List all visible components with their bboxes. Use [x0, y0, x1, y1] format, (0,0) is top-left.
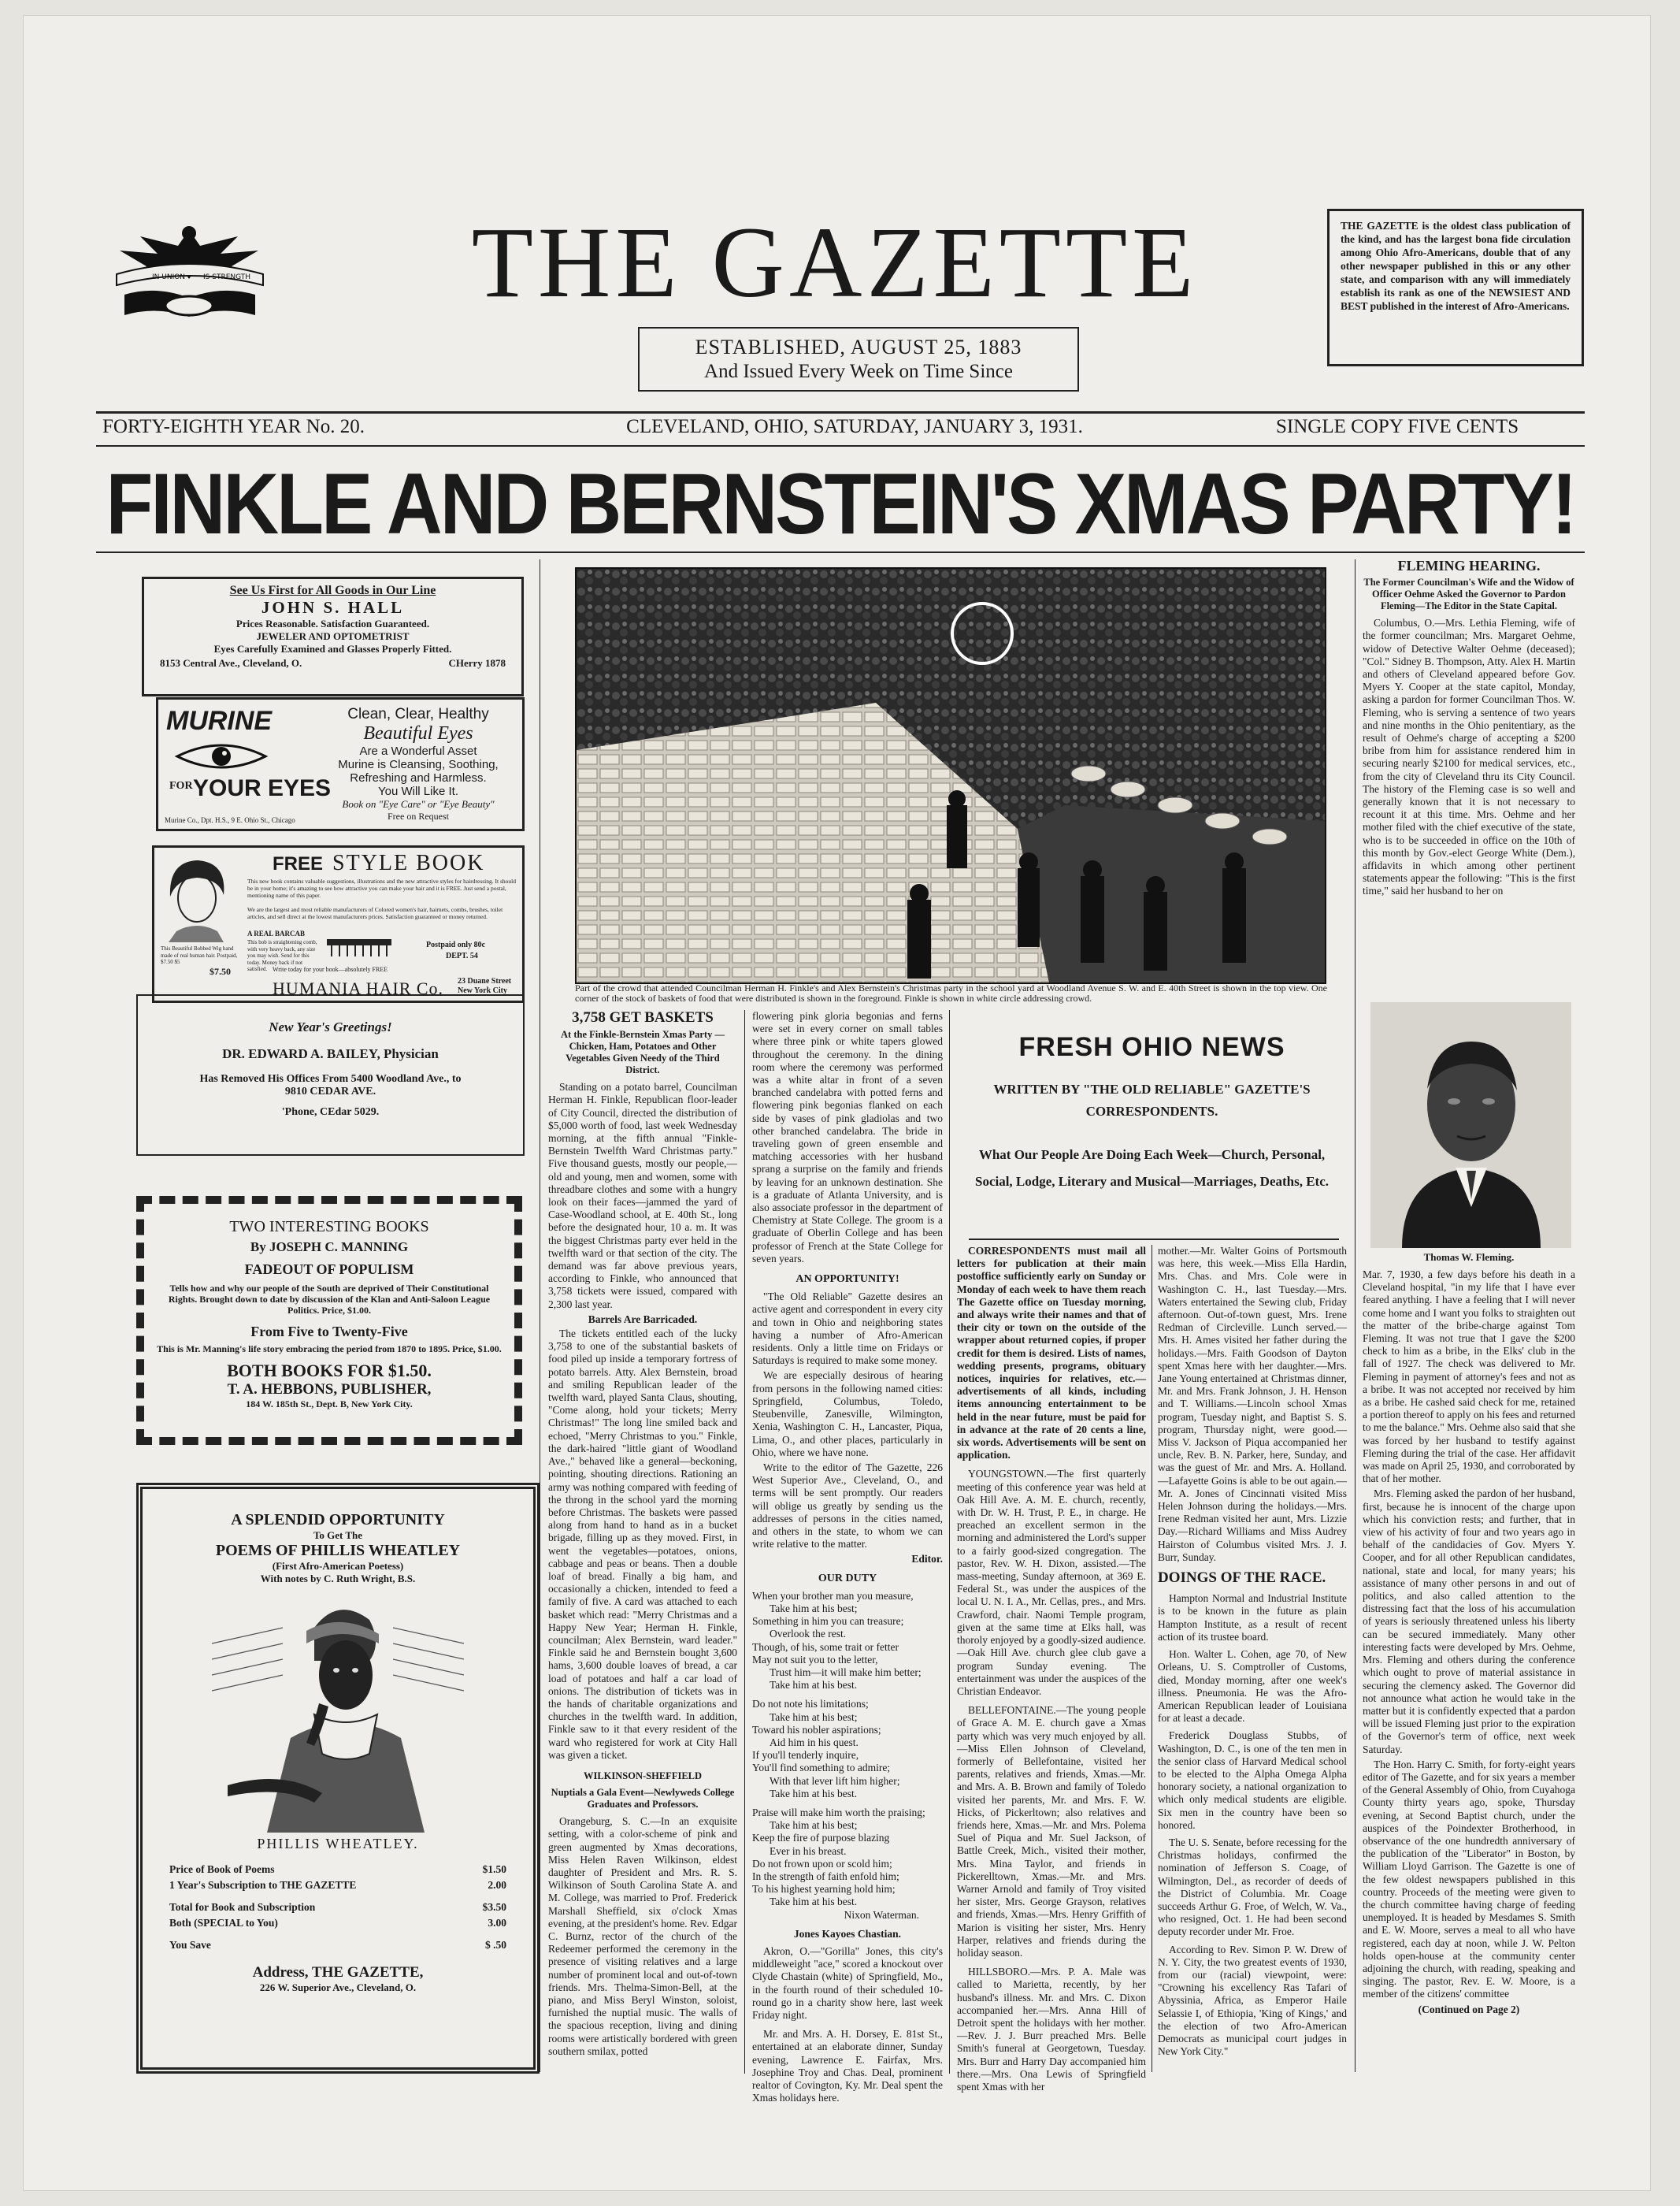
race-para-3: Frederick Douglass Stubbs, of Washington, D. C., is one of the ten men in the senior class of Harvard Medical school to be elected to the Alpha Omega Alpha honorary society, a national organization to which only medical students are eligible. Six men in the country have been so honored. [1158, 1729, 1347, 1831]
our-duty-poem [752, 1590, 943, 1909]
our-duty-headline: OUR DUTY [818, 1572, 877, 1584]
poem-line: Take him at his best. [770, 1787, 858, 1799]
fresh-news-headline: FRESH OHIO NEWS [1018, 1032, 1285, 1062]
wheatley-price-value: $1.50 [482, 1863, 506, 1875]
wedding-continued: flowering pink gloria begonias and ferns were set in every corner on small tables where three pink or white tapers glowed throughout the ceremony. In the dining room where the ceremony was performed was a white altar in front of a seven branched candelabra with potted ferns and flowering pink begonias flanked on each side by vases of pink gladiolas and two other branched candelabra. The bride in traveling gown of green ensemble and matching accessories with her husband sprang a surprise on the family and friends by leaving for an unknown destination. She is a graduate of Atlanta University, and is also associate professor in the department of Chemistry at State College. The groom is a graduate of Oberlin College and has been professor of French at the State College for seven years. [752, 1010, 943, 1265]
books-address: 184 W. 185th St., Dept. B, New York City. [246, 1398, 413, 1409]
wheatley-address-2: 226 W. Superior Ave., Cleveland, O. [259, 1981, 417, 1993]
poem-signature: Nixon Waterman. [844, 1908, 919, 1921]
wheatley-price-value: 3.00 [488, 1917, 506, 1929]
wheatley-price-row [169, 1877, 506, 1893]
poem-line: Praise will make him worth the praising; [752, 1806, 925, 1818]
humania-address-1: 23 Duane Street [458, 977, 512, 986]
fleming-column-bottom [1363, 1268, 1575, 2072]
poem-line: Overlook the rest. [770, 1628, 847, 1640]
bailey-ad [136, 994, 525, 1156]
established-box [638, 327, 1079, 392]
hillsboro-continued: mother.—Mr. Walter Goins of Portsmouth was here, this week.—Miss Ella Hardin, Mrs. Chas. and Mrs. Cole were in Washington C. H., last Tuesday.—Mrs. Waters entertained the Sewing club, Friday afternoon. Out-of-town guest, Mrs. Irene Redman of Circleville. Lunch served.—Mrs. H. Ames visited her father during the holidays.—Mrs. Faith Goodson of Dayton spent Xmas here with her daughter.—Mrs. Jane Young entertained at Christmas dinner, Mr. and Mrs. Frank Johnson, J. H. Henson and T. Williams.—Lincoln school Xmas program, Tuesday night, and Baptist S. S. program, Thursday night, were good.—Miss V. Jackson of Piqua accompanied her uncle, Rev. B. N. Parker, here, Sunday, and was the guest of Mr. and Mrs. A. Holland.—Lafayette Goins is able to be out again.—Mr. A. Jones of Cincinnati visited Miss Helen Johnson during the holidays.—Mrs. Irene Redman visited her aunt, Mrs. Lizzie Day.—Richard Williams and Miss Audrey Hairston of Columbus visited Mrs. J. J. Burr, Sunday. [1158, 1245, 1347, 1563]
bailey-line-2: 9810 CEDAR AVE. [284, 1086, 376, 1097]
hall-line-4: JEWELER AND OPTOMETRIST [256, 630, 410, 642]
murine-ad [156, 697, 525, 831]
baskets-column [548, 1010, 737, 2074]
wheatley-price-label: Price of Book of Poems [169, 1863, 275, 1875]
books-ad [136, 1196, 522, 1445]
eye-icon [174, 741, 269, 772]
book-1-text: Tells how and why our people of the South are deprived of Their Constitutional Rights. Brought down to date by discussion of the Klan and Anti-Saloon League Politics. Price, $1.00. [168, 1283, 491, 1316]
masthead-title: THE GAZETTE [471, 206, 1199, 318]
fresh-news-column-1 [957, 1245, 1146, 2093]
books-title-1: TWO INTERESTING BOOKS [229, 1218, 429, 1235]
opportunity-para-1: "The Old Reliable" Gazette desires an active agent and correspondent in every city and town in Ohio and neighboring states having a number of Afro-American residents. Only a little time on Fridays or Saturdays is required to make some money. [752, 1291, 943, 1367]
wheatley-price-label: Total for Book and Subscription [169, 1901, 316, 1913]
poem-line: In the strength of faith enfold him; [752, 1870, 899, 1882]
column-rule-2 [744, 1010, 745, 2074]
murine-line-5: Refreshing and Harmless. [350, 771, 487, 785]
race-para-2: Hon. Walter L. Cohen, age 70, of New Orleans, U. S. Comptroller of Customs, died, Monday morning, after one week's illness. Pneumonia. He was the Afro-American Republican leader of Louisiana for at least a decade. [1158, 1648, 1347, 1725]
humania-body: This new book contains valuable suggestions, illustrations and the new attractive styles for hairdressing. It should be in your home; it's amazing to see how attractive you can make your hair and it is FREE. Just send a postal, mentioning name of this paper. [247, 878, 516, 899]
hall-line-3: Prices Reasonable. Satisfaction Guaranteed. [235, 618, 430, 629]
masthead-emblem [109, 222, 270, 329]
banner-rule [96, 552, 1585, 553]
wheatley-line-2: To Get The [313, 1529, 363, 1541]
wheatley-price-row [169, 1862, 506, 1877]
book-1-title: FADEOUT OF POPULISM [244, 1261, 414, 1277]
wheatley-address-1: Address, THE GAZETTE, [252, 1964, 424, 1981]
poem-line: With that lever lift him higher; [770, 1774, 900, 1787]
wheatley-price-row [169, 1915, 506, 1931]
wheatley-line-5: With notes by C. Ruth Wright, B.S. [260, 1573, 416, 1584]
baskets-para-2: The tickets entitled each of the lucky 3,758 to one of the substantial baskets of food piled up inside a temporary fortress of potato barrels. Atty. Alex Bernstein, broad and smiling Republican leader of the twelfth ward, played Santa Claus, shouting, "Come along, hold your tickets; Merry Christmas!" The long line smiled back and echoed, "Merry Christmas to you." Finkle, the dark-haired "little giant of Woodland Ave.," behaved like a general—beckoning, pointing, shouting directions. Rationing an army was nothing compared with feeding of the throng in the school yard the morning before Christmas. The baskets were passed along from hand to hand as in a bucket brigade, filling up as they moved. First, in went the vegetables—potatoes, onions, cabbage and peas or beans. Then a double loaf of bread. Finally a big ham, and occasionally a chicken, intended to feed a family of five. A card was attached to each basket which read: "Merry Christmas and a Happy New Year; Herman H. Finkle, councilman; Alex Bernstein, ward leader." Finkle said he and Bernstein bought 3,600 hams, 3,600 double loaves of bread, a car load of potatoes and half a car load of onions. The distribution of tickets was in the hands of charitable organizations and churches in the twelfth ward. In addition, Finkle saw to it that every resident of the ward who registered for work at City Hall was given a ticket. [548, 1328, 737, 1761]
wheatley-price-row [169, 1937, 506, 1953]
woman-portrait-sketch [161, 856, 232, 942]
humania-postpaid: Postpaid only 80c [426, 941, 486, 949]
opportunity-para-2: We are especially desirous of hearing from persons in the following named cities: Springfield, Columbus, Toledo, Steubenville, Zanesville, Wilmington, Xenia, Washington C. H., Lancaster, Piqua, Lima, O., and other places, particularly in Ohio, where we have none. [752, 1369, 943, 1458]
poem-line: To his highest yearning hold him; [752, 1883, 896, 1896]
bailey-phone: 'Phone, CEdar 5029. [281, 1106, 380, 1118]
continued-notice: (Continued on Page 2) [1418, 2003, 1520, 2015]
issued-weekly: And Issued Every Week on Time Since [704, 361, 1013, 382]
correspondents-notice: CORRESPONDENTS must mail all letters for publication at their main postoffice sufficiently early on Sunday or Monday of each week to have them reach The Gazette office on Tuesday morning, and always write their names and that of their city or town on the outside of the wrapper about returned copies, if proper credit for them is desired. Lists of names, wedding presents, programs, obituary notices, inquiries for relatives, etc.—advertisements of all kinds, including items announcing entertainment to be held in the near future, must be paid for in advance at the rate of 20 cents a line, six words. Advertisements will be sent on application. [957, 1245, 1146, 1461]
hall-ad [142, 577, 524, 696]
crowd-photo [575, 567, 1326, 984]
hall-name: JOHN S. HALL [261, 598, 405, 617]
opportunity-column [752, 1010, 943, 2104]
emblem-text-left: IN UNION [152, 273, 186, 281]
opportunity-signature: Editor. [911, 1553, 943, 1565]
fleming-para-3: Mrs. Fleming asked the pardon of her husband, first, because he is innocent of the charge upon which his conviction rests; and further, that in view of his activity of four and two years ago in behalf of the candidacies of Gov. Myers Y. Cooper, and for all other Republican candidates, national, state and local, for many years; his assistance of many other persons in and out of politics, and also called attention to the distressing fact that the loss of his accumulation of years is seriously threatened unless his liberty can be secured immediately. Many other interesting facts were developed by Mrs. Oehme, Mrs. Fleming and others during the conference which ought to prove of material assistance in securing the clemency asked. The Governor did not announce what action he would take in the matter but it is confidently expected that a pardon will be issued Fleming just prior to the expiration of the Governor's term of office, next week Saturday. [1363, 1487, 1575, 1755]
humania-free: FREE [273, 853, 324, 875]
poem-line [752, 1692, 943, 1698]
poem-line: Ever in his breast. [770, 1844, 847, 1857]
humania-company: HUMANIA HAIR Co. [273, 979, 444, 998]
hillsboro-news: HILLSBORO.—Mrs. P. A. Male was called to Marietta, recently, by her husband's illness. Mr. and Mrs. C. Dixon accompanied her.—Mrs. Anna Hill of Detroit spent the holidays with her mother.—Rev. J. J. Burr preached Mrs. Belle Smith's funeral at Georgetown, Tuesday. Mrs. Burr and Harry Day accompanied him there.—Mrs. Ona Lewis of Springfield spent Xmas with her [957, 1966, 1146, 2093]
bailey-name: DR. EDWARD A. BAILEY, Physician [222, 1046, 439, 1061]
poem-line: Though, of his, some trait or fetter [752, 1640, 899, 1653]
phillis-wheatley-portrait [196, 1596, 480, 1833]
race-para-5: According to Rev. Simon P. W. Drew of N. Y. City, the two greatest events of 1930, from our (racial) viewpoint, were: "Crowning his excellency Ras Tafari of Abyssinia, Africa, as Emperor Haile Selassie I, of Ethiopia, 'King of Kings,' and the election of two Afro-American Democrats as municipal court judges in New York City." [1158, 1943, 1347, 2058]
baskets-headline: 3,758 GET BASKETS [572, 1009, 714, 1026]
wheatley-price-label: 1 Year's Subscription to THE GAZETTE [169, 1879, 357, 1891]
photo-caption: Part of the crowd that attended Councilman Herman H. Finkle's and Alex Bernstein's Christmas party in the school yard at Woodland Avenue S. W. and E. 40th Street is shown in the top view. One corner of the stock of baskets of food that were distributed is shown in the foreground. Finkle is shown in white circle addressing crowd. [575, 982, 1327, 1004]
wedding-para: Orangeburg, S. C.—In an exquisite setting, with a color-scheme of pink and green augmented by Xmas decorations, Miss Helen Raven Wilkinson, eldest daughter of President and Mrs. R. S. Wilkinson of South Carolina State A. and M. College, was married to Prof. Frederick Marshall Sheffield, six o'clock Xmas evening, at the president's home. Rev. Edgar C. Burnz, rector of the church of the Redeemer performed the ceremony in the presence of visiting relatives and a large number of prominent local and out-of-town friends. Mrs. Thelma-Simon-Bell, at the piano, and Miss Beryl Winston, soloist, furnished the nuptial music. The walls of the spacious reception, living and dining rooms were artistically bordered with green southern smilax, potted [548, 1815, 737, 2057]
murine-line-3: Are a Wonderful Asset [359, 745, 477, 758]
fleming-para-1: Columbus, O.—Mrs. Lethia Fleming, wife of the former councilman; Mrs. Margaret Oehme, widow of Detective Walter Oehme (deceased); "Col." Sidney B. Thompson, Atty. Alex H. Martin and others of Cleveland appeared before Gov. Myers Y. Cooper at the state capitol, Monday, asking a pardon for former Councilman Thos. W. Fleming, who is serving a sentence of two years and nine months in the Ohio penitentiary, as the result of Oehme's charge of accepting a $200 bribe from him for assistance rendered him in securing nearly $2100 for medical services, etc., from the city of Cleveland thru its City Council. The history of the Fleming case is so well and generally known that it is not necessary to recount it at this time. Mrs. Oehme and her mother filed with the chief executive of the state, who is to be succeeded in office on the 10th of this month by Gov.-elect George White (Dem.), affidavits in which among other pertinent statements appear the following: "This is the first time," said her husband to her on [1363, 617, 1575, 897]
humania-write: Write today for your book—absolutely FREE [273, 966, 388, 973]
fleming-para-4: The Hon. Harry C. Smith, for forty-eight years editor of The Gazette, and for six years a member of the General Assembly of Ohio, from Cuyahoga County thirty years ago, spoke, Thursday evening, at Second Baptist church, under the auspices of the Poindexter Brotherhood, in observance of the one hundredth anniversary of the publication of the "Liberator" in Boston, by William Lloyd Garrison. The Gazette is one of the few oldest newspapers published in this country. Proceeds of the meeting were given to the church committee having charge of feeding unemployed. It is headed by Mesdames S. Smith and E. W. Moore, serves a meal to all who have registered, each day at noon, while J. W. Pelton holds open-house at the community center adjoining the church, with reading, speaking and singing. The pastor, Rev. E. W. Moore, is a member of the citizens' committee [1363, 1758, 1575, 2000]
circulation-claim-box [1327, 209, 1584, 366]
wheatley-price-row [169, 1900, 506, 1915]
wheatley-line-3: POEMS OF PHILLIS WHEATLEY [215, 1542, 461, 1559]
baskets-subhead: Barrels Are Barricaded. [588, 1313, 698, 1325]
humania-address-2: New York City [458, 986, 507, 995]
doings-of-the-race-headline: DOINGS OF THE RACE. [1158, 1569, 1326, 1587]
baskets-deck: At the Finkle-Bernstein Xmas Party —Chicken, Ham, Potatoes and Other Vegetables Given Needy of the Third District. [561, 1029, 725, 1076]
poem-line: May not suit you to the letter, [752, 1653, 878, 1666]
poem-line: Trust him—it will make him better; [770, 1666, 922, 1678]
murine-line-8: Free on Request [388, 811, 449, 822]
murine-line-1: Clean, Clear, Healthy [347, 706, 489, 722]
fleming-deck: The Former Councilman's Wife and the Widow of Officer Oehme Asked the Governor to Pardon Fleming—The Editor in the State Capital. [1363, 577, 1574, 612]
murine-line-2: Beautiful Eyes [363, 723, 473, 744]
circulation-claim-text: THE GAZETTE is the oldest class publication of the kind, and has the largest bona fide circulation among Ohio Afro-Americans, double that of any other newspaper published in this or any other state, and comparison with any will immediately establish its rank as one of the NEWSIEST AND BEST published in the interest of Afro-Americans. [1341, 220, 1571, 312]
humania-style-book: STYLE BOOK [332, 851, 485, 875]
wheatley-price-value: $ .50 [485, 1939, 506, 1951]
fleming-portrait-caption: Thomas W. Fleming. [1423, 1251, 1515, 1263]
poem-line: Take him at his best; [770, 1819, 858, 1832]
opportunity-para-3: Write to the editor of The Gazette, 226 West Superior Ave., Cleveland, O., and terms will be sent promptly. Our readers will oblige us greatly by sending us the addresses of persons in the cities named, and others in the state, to whom we can write relative to the matter. [752, 1461, 943, 1551]
humania-barcab: A REAL BARCAB [247, 930, 306, 938]
humania-dept: DEPT. 54 [446, 952, 478, 960]
books-publisher: T. A. HEBBONS, PUBLISHER, [227, 1381, 432, 1398]
murine-address: Murine Co., Dpt. H.S., 9 E. Ohio St., Chicago [165, 816, 295, 824]
wheatley-price-value: 2.00 [488, 1879, 506, 1891]
murine-your-eyes: YOUR EYES [193, 775, 332, 801]
wheatley-price-table [169, 1862, 506, 1953]
humania-price: $7.50 [210, 966, 231, 977]
wheatley-line-1: A SPLENDID OPPORTUNITY [231, 1511, 445, 1528]
murine-line-6: You Will Like It. [378, 785, 458, 798]
books-title-2: By JOSEPH C. MANNING [250, 1239, 409, 1254]
humania-barcab-text: This bob is straightening comb, with very heavy back, any size you may wish. Send for this today. Money back if not satisfied. [247, 939, 317, 972]
hall-address: 8153 Central Ave., Cleveland, O. [160, 657, 302, 669]
hall-line-5: Eyes Carefully Examined and Glasses Properly Fitted. [213, 643, 452, 655]
fresh-news-deck: What Our People Are Doing Each Week—Church, Personal, Social, Lodge, Literary and Musical—Marriages, Deaths, Etc. [974, 1147, 1330, 1189]
bailey-line-1: Has Removed His Offices From 5400 Woodland Ave., to [199, 1073, 462, 1085]
column-rule-3 [949, 1010, 950, 2074]
book-2-title: From Five to Twenty-Five [250, 1324, 408, 1339]
volume-number: FORTY-EIGHTH YEAR No. 20. [102, 416, 365, 437]
poem-line: When your brother man you measure, [752, 1589, 914, 1602]
hall-line-1: See Us First for All Goods in Our Line [229, 584, 436, 597]
poem-line: You'll find something to admire; [752, 1762, 891, 1774]
poem-line: Take him at his best. [770, 1679, 858, 1692]
baskets-para-1: Standing on a potato barrel, Councilman Herman H. Finkle, Republican floor-leader of City Council, directed the distribution of $5,000 worth of food, last week Wednesday morning, at the fifth annual "Finkle-Bernstein Twelfth Ward Christmas party." Five thousand guests, mostly our people,—old and young, men and women, some with threadbare clothes and some with a hungry look on their faces—jammed the yard of Case-Woodland school, at E. 40th St., long before the designated hour, 10 a. m. It was the biggest Christmas party ever held in the twelfth ward or that section of the city. The demand was far above previous years, according to Finkle, who announced that 3,758 tickets were issued, compared with 2,300 last year. [548, 1081, 737, 1310]
comb-icon [324, 936, 395, 960]
fleming-headline: FLEMING HEARING. [1397, 558, 1541, 574]
hall-phone: CHerry 1878 [448, 657, 506, 669]
humania-ad [152, 845, 525, 1003]
fresh-news-column-2 [1158, 1245, 1347, 2072]
fresh-news-rule [969, 1239, 1339, 1240]
humania-body-2: We are the largest and most reliable manufacturers of Colored women's hair, hairnets, combs, brushes, toilet articles, and sell direct at the lowest manufacturers prices. Satisfaction guaranteed or money returned. [247, 906, 503, 920]
race-para-1: Hampton Normal and Industrial Institute is to be known in the future as plain Hampton Institute, as a result of recent action of its trustee board. [1158, 1592, 1347, 1643]
murine-line-4: Murine is Cleansing, Soothing, [338, 758, 499, 771]
wedding-deck: Nuptials a Gala Event—Newlyweds College Graduates and Professors. [551, 1787, 735, 1810]
poem-line: Something in him you can treasure; [752, 1615, 904, 1628]
fresh-news-header [957, 1032, 1347, 1195]
murine-for: FOR [169, 780, 193, 792]
dorsey-para: Mr. and Mrs. A. H. Dorsey, E. 81st St., entertained at an elaborate dinner, Sunday evening, Lawrence E. Fairfax, Mrs. Josephine Troy and Chas. Deal, prominent realtor of Covington, Ky. Mr. Deal spent the Xmas holidays here. [752, 2028, 943, 2104]
books-offer: BOTH BOOKS FOR $1.50. [227, 1361, 432, 1380]
murine-line-7: Book on "Eye Care" or "Eye Beauty" [342, 798, 495, 810]
jones-para: Akron, O.—"Gorilla" Jones, this city's middleweight "ace," scored a knockout over Clyde Chastain (white) of Springfield, Mo., in the fourth round of their scheduled 10-round go in a charity show here, last week Friday night. [752, 1945, 943, 2022]
place-date: CLEVELAND, OHIO, SATURDAY, JANUARY 3, 1931. [626, 416, 1083, 437]
poem-line: Keep the fire of purpose blazing [752, 1832, 890, 1844]
murine-brand: MURINE [166, 706, 273, 736]
poem-line: Do not note his limitations; [752, 1698, 869, 1710]
race-para-4: The U. S. Senate, before recessing for the Christmas holidays, confirmed the nomination of Jefferson S. Coage, of Wilmington, Del., as recorder of deeds of the District of Columbia. Mr. Coage succeeds Arthur G. Froe, of Welch, W. Va., who resigned, Oct. 1. He had been second deputy recorder under Mr. Froe. [1158, 1836, 1347, 1938]
wheatley-price-value: $3.50 [482, 1901, 506, 1913]
opportunity-headline: AN OPPORTUNITY! [795, 1273, 899, 1286]
emblem-text-right: IS STRENGTH [203, 273, 251, 281]
wheatley-line-4: (First Afro-American Poetess) [272, 1560, 404, 1572]
dateline-rule-top [96, 411, 1585, 414]
established-date: ESTABLISHED, AUGUST 25, 1883 [695, 336, 1022, 358]
wedding-headline: WILKINSON-SHEFFIELD [583, 1770, 703, 1781]
wheatley-portrait-caption: PHILLIS WHEATLEY. [257, 1836, 419, 1851]
newspaper-page [24, 16, 1650, 2190]
poem-line: Take him at his best; [770, 1602, 858, 1614]
poem-line: Aid him in his quest. [770, 1736, 859, 1748]
wheatley-price-label: You Save [169, 1939, 211, 1951]
poem-line: Toward his nobler aspirations; [752, 1723, 881, 1736]
poem-line: Take him at his best; [770, 1710, 858, 1723]
poem-line: Take him at his best. [770, 1896, 858, 1908]
fleming-para-2: Mar. 7, 1930, a few days before his death in a Cleveland hospital, "in my life that I have ever feared anything. I have a feeling that I will never come home and I want you folks to straighten out the matter of the bribe-charge against Tom Fleming. It was not true that I gave the $200 check to him as a bribe, in the Elks' club in the fall of 1927. The check was delivered to Mr. Fleming in payment of attorney's fees and not as a bribe. It was not accepted nor received by him as a bribe. He cashed said check for me, retained a portion thereof to apply on his fees and returned to me the balance." Mrs. Oehme also said that she was forced by her husband to testify against Fleming during the trial of the case. Her affidavit was made on April 25, 1930, and corroborated by that of her mother. [1363, 1268, 1575, 1485]
fleming-portrait [1370, 1002, 1571, 1248]
wheatley-price-label: Both (SPECIAL to You) [169, 1917, 278, 1929]
book-2-text: This is Mr. Manning's life story embracing the period from 1870 to 1895. Price, $1.00. [157, 1343, 502, 1354]
dateline-rule-bottom [96, 445, 1585, 447]
poem-line: Do not frown upon or scold him; [752, 1857, 892, 1870]
humania-caption: This Beautiful Bobbed Wig hand made of real human hair. Postpaid, $7.50 $5 [161, 945, 238, 965]
banner-headline: FINKLE AND BERNSTEIN'S XMAS PARTY! [106, 455, 1575, 552]
poem-line [752, 1800, 943, 1807]
bellefontaine-news: BELLEFONTAINE.—The young people of Grace A. M. E. church gave a Xmas party which was very much enjoyed by all.—Miss Ellen Johnson of Cleveland, formerly of Bellefontaine, visited her parents, relatives and friends, Xmas.—Mr. and Mrs. A. B. Brown and family of Toledo visited her parents, Mr. and Mrs. F. W. Hicks, of Pickerltown; also relatives and friends here, Xmas.—Mr. and Mrs. Polema Suel of Piqua and Mr. Suel Jackson, of Battle Creek, Mich., visited their mother, Mrs. Mina Taylor, and friends in Pickerelltown, Xmas.—Mr. and Mrs. Warner Arnold and family of Troy visited her sister, Mrs. George Grayson, relatives and friends, Xmas.—Mrs. Henry Griffith of Marion is visiting her sister, Mrs. Henry Harper, relatives and friends during the holiday season. [957, 1704, 1146, 1959]
copy-price: SINGLE COPY FIVE CENTS [1276, 416, 1519, 437]
jones-headline: Jones Kayoes Chastian. [793, 1927, 902, 1940]
fresh-news-sub: WRITTEN BY "THE OLD RELIABLE" GAZETTE'S CORRESPONDENTS. [993, 1082, 1311, 1119]
fleming-column-top [1363, 558, 1575, 999]
wheatley-ad [136, 1483, 540, 2074]
poem-line: If you'll tenderly inquire, [752, 1749, 859, 1762]
youngstown-news: YOUNGSTOWN.—The first quarterly meeting of this conference year was held at Oak Hill Ave. A. M. E. church, recently, with Dr. W. H. Trust, P. E., in charge. He preached an excellent sermon in the morning and administered the Lord's supper to a fairly good-sized congregation. The pastor, Rev. W. H. Dixon, assisted.—The mass-meeting, Sunday afternoon, at 369 E. Federal St., was under the auspices of the local U. N. I. A., Mr. Cellas, pres., and Mrs. Crawford, chair. Naomi Temple program, given at the same time at Elks hall, was thoroly enjoyed by a goodly-sized audience.—Oak Hill Ave. church glee club gave a program Sunday evening. The entertainment was under the auspices of the Christian Endeavor. [957, 1468, 1146, 1697]
bailey-greeting: New Year's Greetings! [269, 1019, 392, 1034]
